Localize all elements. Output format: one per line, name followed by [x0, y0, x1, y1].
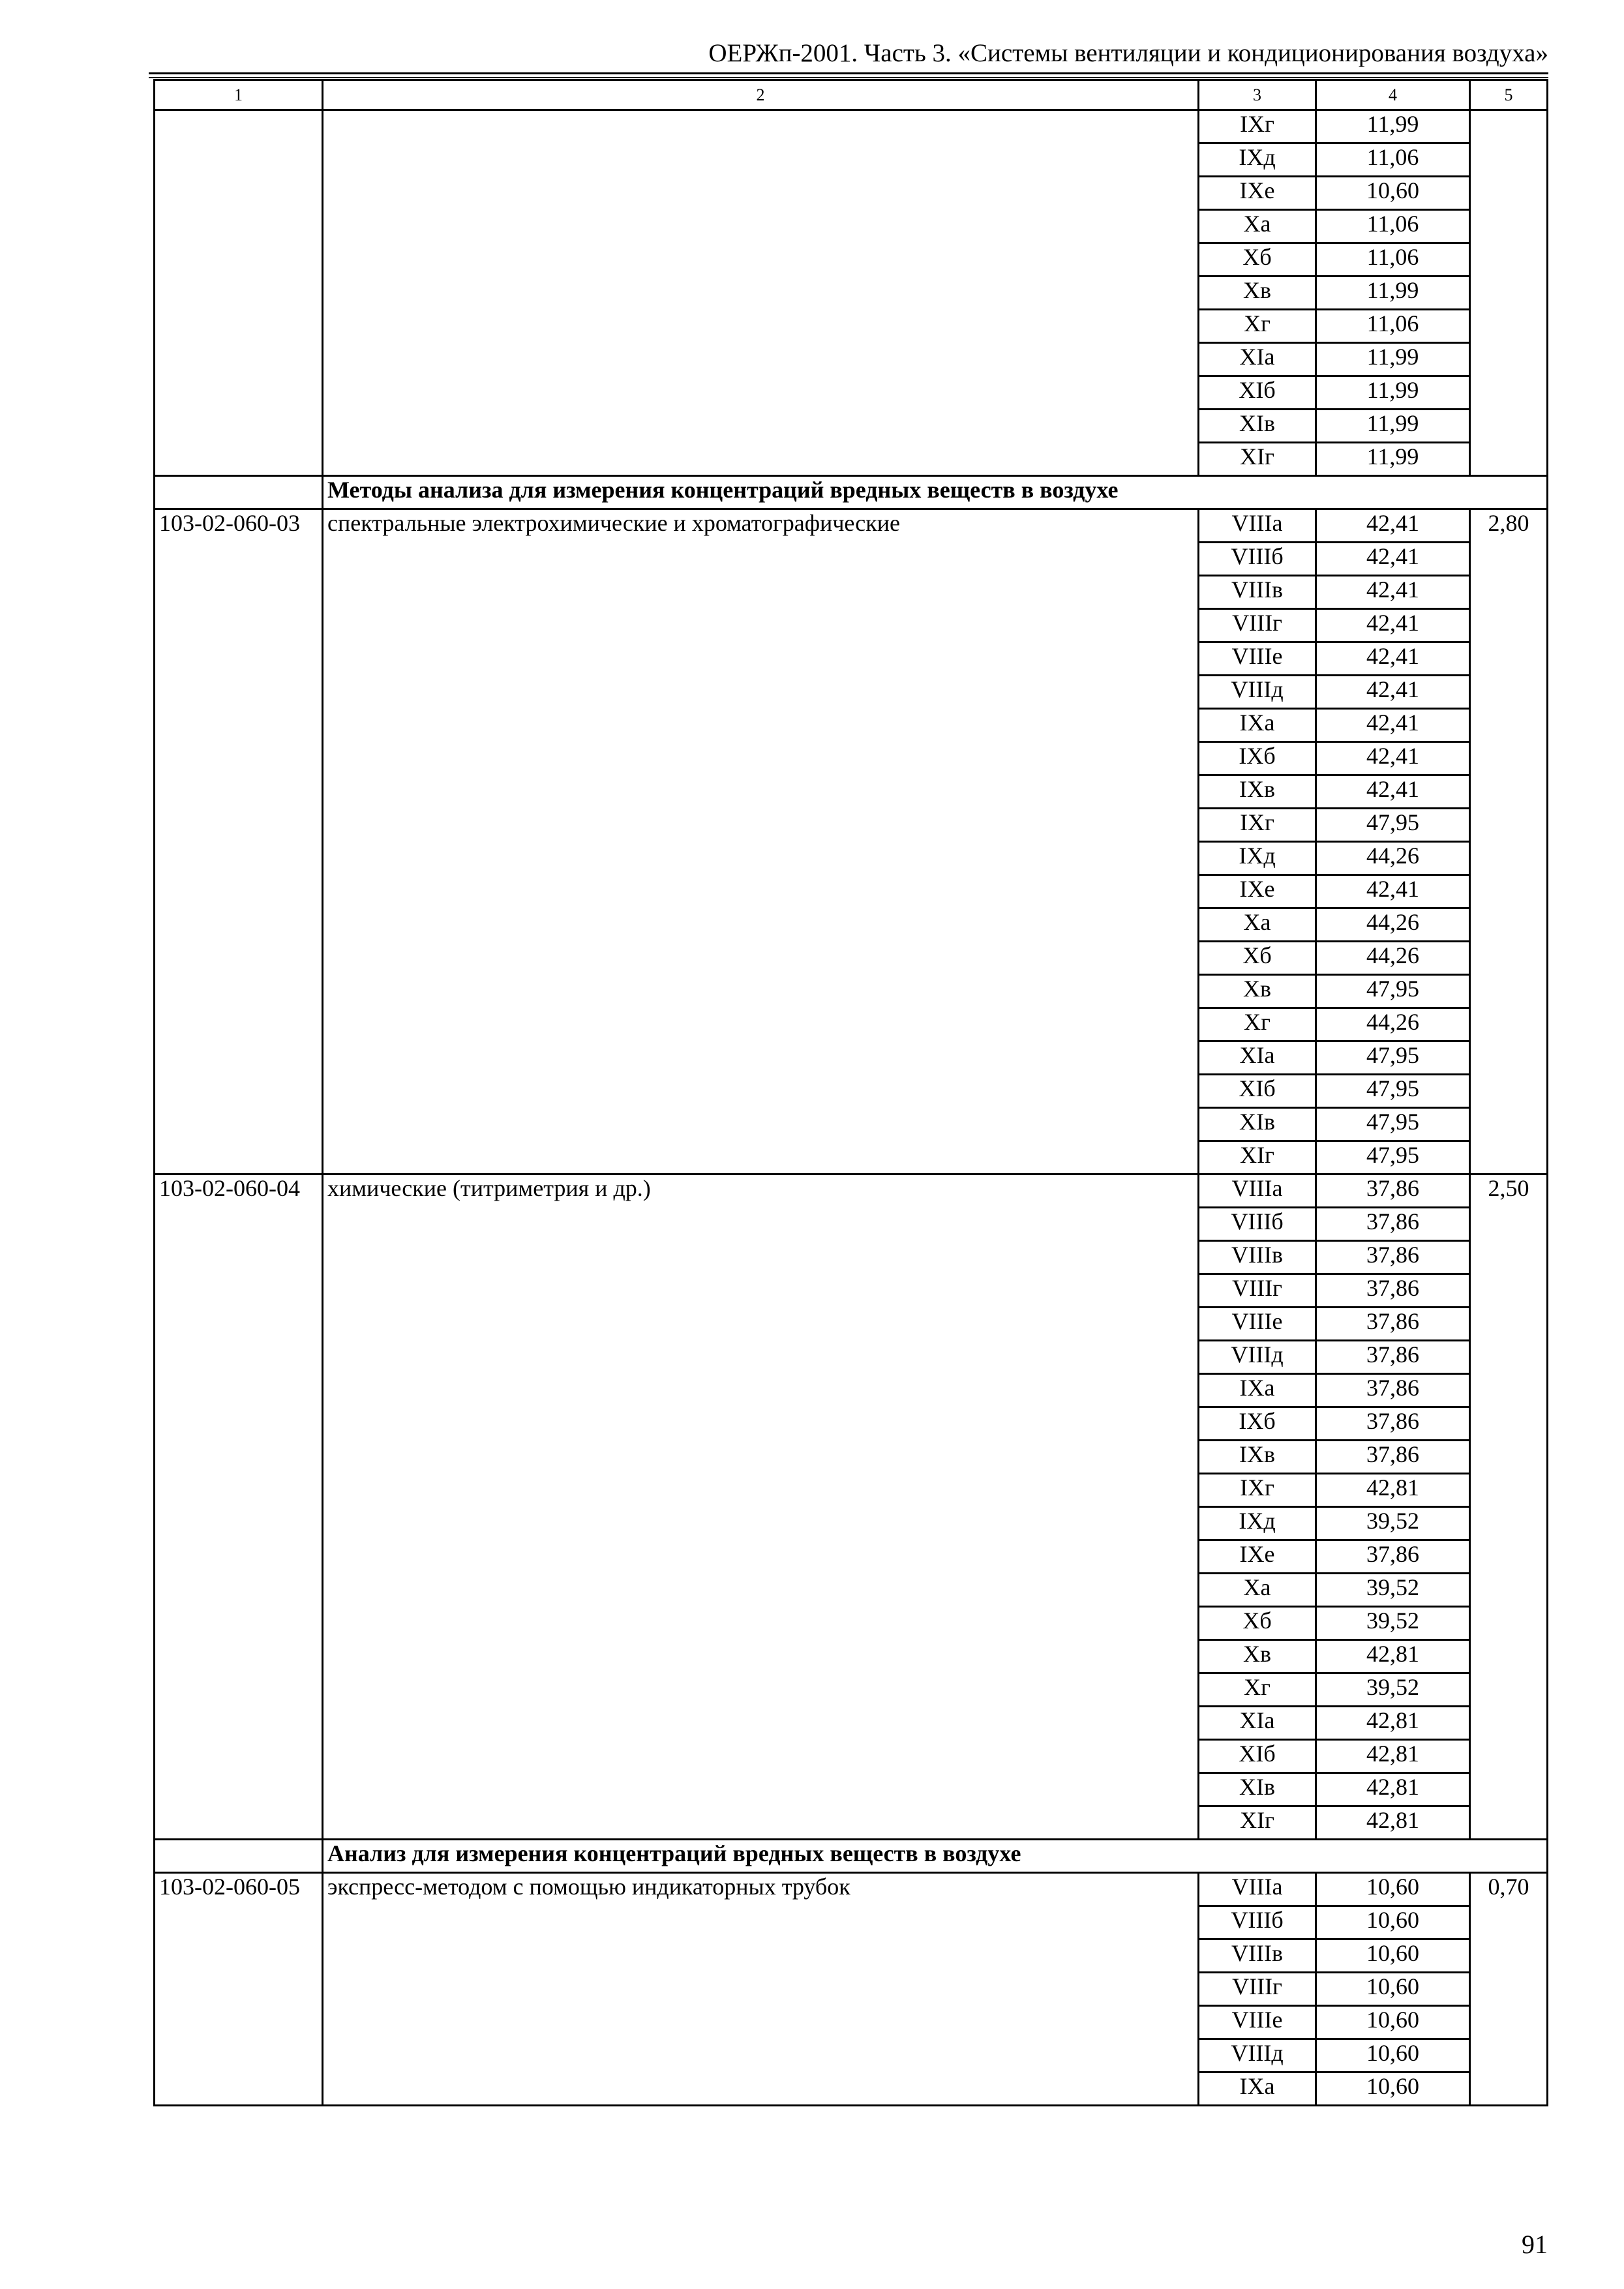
category-cell: IXд: [1199, 842, 1316, 875]
price-cell: 44,26: [1316, 908, 1470, 942]
table-row: [155, 110, 1548, 143]
price-cell: 10,60: [1316, 2039, 1470, 2072]
category-cell: VIIIг: [1199, 1973, 1316, 2006]
category-cell: Xа: [1199, 908, 1316, 942]
price-cell: 37,86: [1316, 1241, 1470, 1274]
price-cell: 42,41: [1316, 609, 1470, 642]
price-cell: 42,41: [1316, 509, 1470, 543]
price-cell: 42,41: [1316, 875, 1470, 908]
category-cell: VIIIб: [1199, 543, 1316, 576]
category-cell: IXб: [1199, 742, 1316, 775]
price-cell: 42,41: [1316, 576, 1470, 609]
item-code: 103-02-060-05: [155, 1873, 323, 2106]
category-cell: VIIIв: [1199, 576, 1316, 609]
category-cell: XIб: [1199, 1740, 1316, 1773]
price-cell: 42,41: [1316, 775, 1470, 809]
section-title: Методы анализа для измерения концентраций вредных веществ в воздухе: [323, 476, 1548, 509]
category-cell: VIIIа: [1199, 509, 1316, 543]
price-cell: 10,60: [1316, 1939, 1470, 1973]
category-cell: IXе: [1199, 1540, 1316, 1574]
category-cell: Xб: [1199, 243, 1316, 277]
price-cell: 10,60: [1316, 1973, 1470, 2006]
item-code: 103-02-060-03: [155, 509, 323, 1174]
category-cell: XIг: [1199, 443, 1316, 476]
category-cell: Xб: [1199, 1607, 1316, 1640]
price-cell: 44,26: [1316, 942, 1470, 975]
item-description: экспресс-методом с помощью индикаторных трубок: [323, 1873, 1199, 2106]
category-cell: VIIIг: [1199, 609, 1316, 642]
category-cell: XIг: [1199, 1141, 1316, 1174]
price-cell: 39,52: [1316, 1607, 1470, 1640]
table-row: [155, 1174, 1548, 1208]
page-number: 91: [1522, 2230, 1548, 2259]
section-code-empty: [155, 1840, 323, 1873]
section-code-empty: [155, 476, 323, 509]
price-cell: 11,99: [1316, 110, 1470, 143]
category-cell: XIа: [1199, 343, 1316, 376]
category-cell: VIIIг: [1199, 1274, 1316, 1308]
price-cell: 11,06: [1316, 143, 1470, 177]
coefficient-cell: 0,70: [1470, 1873, 1548, 2106]
price-cell: 10,60: [1316, 2006, 1470, 2039]
category-cell: XIв: [1199, 410, 1316, 443]
price-cell: 42,41: [1316, 642, 1470, 676]
table-row: [155, 1873, 1548, 1906]
category-cell: IXг: [1199, 809, 1316, 842]
price-cell: 37,86: [1316, 1540, 1470, 1574]
page-header: ОЕРЖп-2001. Часть 3. «Системы вентиляции и кондиционирования воздуха»: [708, 39, 1548, 67]
column-number: 4: [1316, 80, 1470, 110]
category-cell: IXа: [1199, 1374, 1316, 1407]
price-cell: 11,99: [1316, 410, 1470, 443]
category-cell: XIа: [1199, 1041, 1316, 1075]
coefficient-cell: [1470, 110, 1548, 476]
price-cell: 47,95: [1316, 809, 1470, 842]
price-cell: 11,06: [1316, 243, 1470, 277]
category-cell: VIIIе: [1199, 2006, 1316, 2039]
price-cell: 42,81: [1316, 1740, 1470, 1773]
category-cell: XIг: [1199, 1806, 1316, 1840]
table-row: [155, 509, 1548, 543]
item-code: 103-02-060-04: [155, 1174, 323, 1840]
price-cell: 42,41: [1316, 543, 1470, 576]
price-cell: 37,86: [1316, 1441, 1470, 1474]
price-cell: 11,06: [1316, 210, 1470, 243]
category-cell: Xв: [1199, 975, 1316, 1008]
price-cell: 47,95: [1316, 1041, 1470, 1075]
column-number: 3: [1199, 80, 1316, 110]
header-rule-thin: [149, 77, 1548, 78]
category-cell: Xа: [1199, 210, 1316, 243]
price-cell: 37,86: [1316, 1374, 1470, 1407]
category-cell: VIIIд: [1199, 1341, 1316, 1374]
price-cell: 42,41: [1316, 742, 1470, 775]
category-cell: Xв: [1199, 277, 1316, 310]
category-cell: VIIIд: [1199, 676, 1316, 709]
section-title: Анализ для измерения концентраций вредных веществ в воздухе: [323, 1840, 1548, 1873]
column-number: 2: [323, 80, 1199, 110]
category-cell: VIIIв: [1199, 1939, 1316, 1973]
coefficient-cell: 2,50: [1470, 1174, 1548, 1840]
price-cell: 37,86: [1316, 1274, 1470, 1308]
category-cell: VIIIа: [1199, 1174, 1316, 1208]
category-cell: XIв: [1199, 1108, 1316, 1141]
price-cell: 42,81: [1316, 1640, 1470, 1673]
item-code: [155, 110, 323, 476]
price-cell: 37,86: [1316, 1174, 1470, 1208]
category-cell: IXв: [1199, 1441, 1316, 1474]
price-cell: 42,41: [1316, 709, 1470, 742]
coefficient-cell: 2,80: [1470, 509, 1548, 1174]
price-cell: 37,86: [1316, 1407, 1470, 1441]
category-cell: Xа: [1199, 1574, 1316, 1607]
category-cell: VIIIв: [1199, 1241, 1316, 1274]
price-cell: 11,99: [1316, 343, 1470, 376]
rates-table: [153, 79, 1548, 2106]
category-cell: XIв: [1199, 1773, 1316, 1806]
price-cell: 11,99: [1316, 277, 1470, 310]
category-cell: VIIIе: [1199, 642, 1316, 676]
price-cell: 37,86: [1316, 1208, 1470, 1241]
price-cell: 44,26: [1316, 1008, 1470, 1041]
category-cell: Xг: [1199, 1008, 1316, 1041]
category-cell: Xб: [1199, 942, 1316, 975]
category-cell: VIIIб: [1199, 1208, 1316, 1241]
price-cell: 10,60: [1316, 177, 1470, 210]
price-cell: 11,99: [1316, 443, 1470, 476]
price-cell: 10,60: [1316, 2072, 1470, 2106]
category-cell: Xв: [1199, 1640, 1316, 1673]
price-cell: 47,95: [1316, 975, 1470, 1008]
category-cell: VIIIд: [1199, 2039, 1316, 2072]
category-cell: VIIIа: [1199, 1873, 1316, 1906]
price-cell: 42,81: [1316, 1707, 1470, 1740]
section-row: [155, 476, 1548, 509]
price-cell: 47,95: [1316, 1075, 1470, 1108]
column-numbers-row: [155, 80, 1548, 110]
category-cell: XIб: [1199, 1075, 1316, 1108]
category-cell: IXд: [1199, 143, 1316, 177]
price-cell: 42,81: [1316, 1806, 1470, 1840]
category-cell: IXа: [1199, 2072, 1316, 2106]
price-cell: 42,81: [1316, 1773, 1470, 1806]
section-row: [155, 1840, 1548, 1873]
category-cell: Xг: [1199, 1673, 1316, 1707]
category-cell: IXг: [1199, 110, 1316, 143]
item-description: [323, 110, 1199, 476]
price-cell: 37,86: [1316, 1341, 1470, 1374]
price-cell: 39,52: [1316, 1507, 1470, 1540]
price-cell: 39,52: [1316, 1574, 1470, 1607]
category-cell: IXа: [1199, 709, 1316, 742]
price-cell: 10,60: [1316, 1873, 1470, 1906]
column-number: 5: [1470, 80, 1548, 110]
price-cell: 11,99: [1316, 376, 1470, 410]
price-cell: 47,95: [1316, 1108, 1470, 1141]
category-cell: IXв: [1199, 775, 1316, 809]
category-cell: XIа: [1199, 1707, 1316, 1740]
category-cell: IXе: [1199, 875, 1316, 908]
item-description: химические (титриметрия и др.): [323, 1174, 1199, 1840]
price-cell: 42,81: [1316, 1474, 1470, 1507]
category-cell: IXд: [1199, 1507, 1316, 1540]
price-cell: 42,41: [1316, 676, 1470, 709]
category-cell: VIIIе: [1199, 1308, 1316, 1341]
price-cell: 39,52: [1316, 1673, 1470, 1707]
price-cell: 10,60: [1316, 1906, 1470, 1939]
price-cell: 44,26: [1316, 842, 1470, 875]
category-cell: Xг: [1199, 310, 1316, 343]
category-cell: VIIIб: [1199, 1906, 1316, 1939]
category-cell: IXе: [1199, 177, 1316, 210]
price-cell: 47,95: [1316, 1141, 1470, 1174]
category-cell: XIб: [1199, 376, 1316, 410]
category-cell: IXб: [1199, 1407, 1316, 1441]
price-cell: 11,06: [1316, 310, 1470, 343]
category-cell: IXг: [1199, 1474, 1316, 1507]
header-rule: [149, 72, 1548, 74]
item-description: спектральные электрохимические и хроматографические: [323, 509, 1199, 1174]
column-number: 1: [155, 80, 323, 110]
price-cell: 37,86: [1316, 1308, 1470, 1341]
